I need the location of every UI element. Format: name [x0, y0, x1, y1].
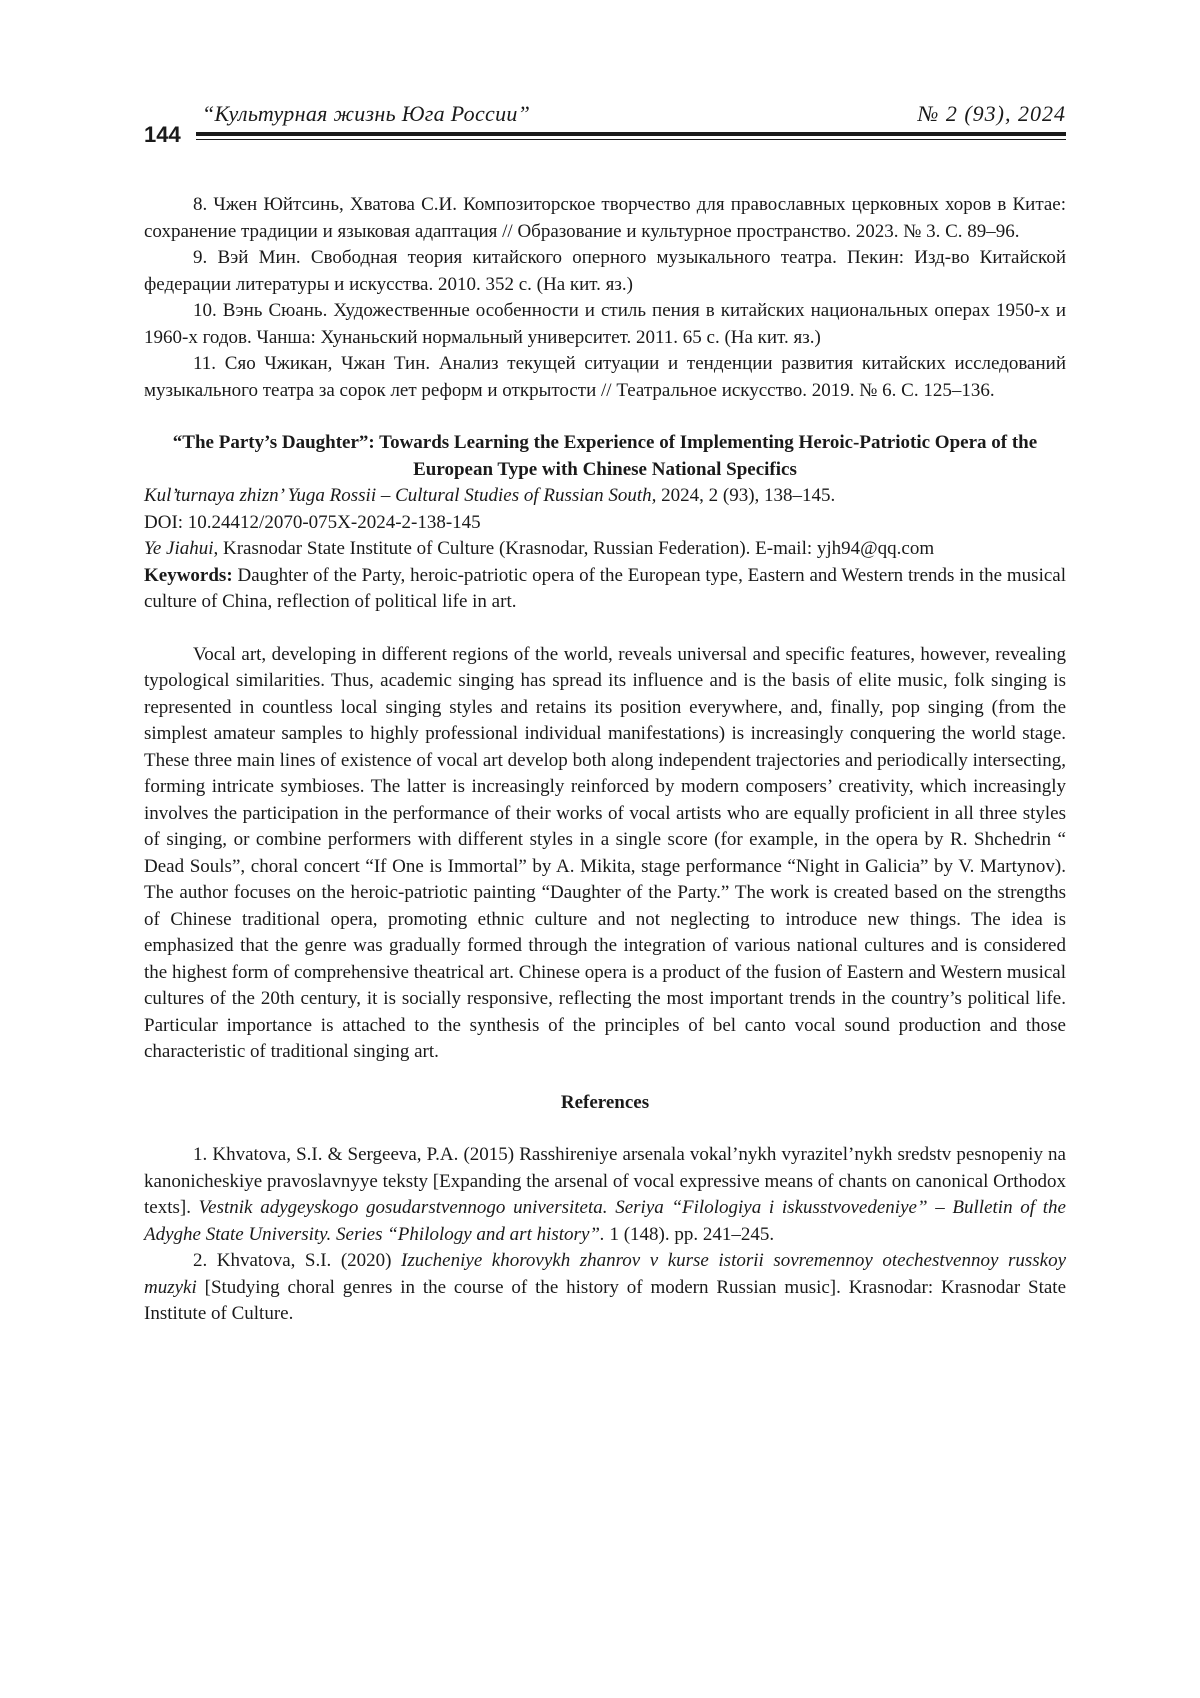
doi-line: DOI: 10.24412/2070-075X-2024-2-138-145: [144, 510, 1066, 537]
citation-journal: Kul’turnaya zhizn’ Yuga Rossii – Cultural Studies of Russian South,: [144, 485, 656, 506]
abstract-paragraph: Vocal art, developing in different regions of the world, reveals universal and specific features, however, revealing typological similarities. Thus, academic singing has spread its influence and is the basis of elite music, folk singing is represented in countless local singing styles and retains its position everywhere, and, finally, pop singing (from the simplest amateur samples to highly professional individual manifestations) is increasingly conquering the world stage. These three main lines of existence of vocal art develop both along independent trajectories and periodically intersecting, forming intricate symbioses. The latter is increasingly reinforced by modern composers’ creativity, which increasingly involves the participation in the performance of their works of vocal artists who are equally proficient in all three styles of singing, or combine performers with different styles in a single score (for example, in the opera by R. Shchedrin “ Dead Souls”, choral concert “If One is Immortal” by A. Mikita, stage performance “Night in Galicia” by V. Martynov). The author focuses on the heroic-patriotic painting “Daughter of the Party.” The work is created based on the strengths of Chinese traditional opera, promoting ethnic culture and not neglecting to introduce new things. The idea is emphasized that the genre was gradually formed through the integration of various national cultures and is considered the highest form of comprehensive theatrical art. Chinese opera is a product of the fusion of Eastern and Western musical cultures of the 20th century, it is socially responsive, reflecting the most important trends in the country’s political life. Particular importance is attached to the synthesis of the principles of bel canto vocal sound production and those characteristic of traditional singing art.: [144, 642, 1066, 1066]
running-header: [144, 96, 1066, 142]
citation-details: 2024, 2 (93), 138–145.: [656, 485, 835, 506]
reference-source: Vestnik adygeyskogo gosudarstvennogo universiteta. Seriya “Filologiya i iskusstvovedeniye” – Bulletin of the Adyghe State University. Series “Philology and art history”.: [144, 1197, 1066, 1245]
issue-info: № 2 (93), 2024: [918, 102, 1066, 126]
reference-item: [144, 1248, 1066, 1328]
reference-authors: 1. Khvatova, S.I. & Sergeeva, P.A. (2015) Rasshireniye arsenala vokal’nykh vyrazitel’nykh sredstv pesnopeniy na kanonicheskiye pravoslavnyye teksty [Expanding the arsenal of vocal expressive means of chants on canonical Orthodox texts].: [144, 1144, 1066, 1218]
reference-source: Izucheniye khorovykh zhanrov v kurse istorii sovremennoy otechestvennoy russkoy muzyki: [144, 1250, 1066, 1298]
reference-item: 11. Сяо Чжикан, Чжан Тин. Анализ текущей ситуации и тенденции развития китайских исследований музыкального театра за сорок лет реформ и открытости // Театральное искусство. 2019. № 6. С. 125–136.: [144, 351, 1066, 404]
reference-item: 8. Чжен Юйтсинь, Хватова С.И. Композиторское творчество для православных церковных хоров в Китае: сохранение традиции и языковая адаптация // Образование и культурное пространство. 2023. № 3. С. 89–96.: [144, 192, 1066, 245]
english-article-title: “The Party’s Daughter”: Towards Learning the Experience of Implementing Heroic-Patriotic Opera of the European Type with Chinese National Specifics: [144, 430, 1066, 483]
keywords-label: Keywords:: [144, 565, 233, 586]
header-rule-thin: [196, 139, 1066, 140]
reference-pages: 1 (148). pp. 241–245.: [605, 1224, 774, 1245]
header-rule-thick: [196, 132, 1066, 136]
journal-page: [0, 0, 1200, 1698]
citation-line: [144, 483, 1066, 510]
author-affiliation: , Krasnodar State Institute of Culture (Krasnodar, Russian Federation). E-mail: yjh94@qq.com: [214, 538, 935, 559]
author-line: [144, 536, 1066, 563]
article-metadata: [144, 483, 1066, 616]
journal-title: “Культурная жизнь Юга России”: [202, 102, 530, 126]
page-content: [144, 192, 1066, 1328]
reference-item: 10. Вэнь Сюань. Художественные особенности и стиль пения в китайских национальных операх 1950-х и 1960-х годов. Чанша: Хунаньский нормальный университет. 2011. 65 с. (На кит. яз.): [144, 298, 1066, 351]
page-number: 144: [144, 124, 181, 146]
russian-reference-list: [144, 192, 1066, 404]
references-heading: References: [144, 1090, 1066, 1117]
reference-item: [144, 1142, 1066, 1248]
reference-authors: 2. Khvatova, S.I. (2020): [193, 1250, 401, 1271]
reference-publisher: [Studying choral genres in the course of the history of modern Russian music]. Krasnodar: Krasnodar State Institute of Culture.: [144, 1277, 1066, 1325]
keywords-text: Daughter of the Party, heroic-patriotic opera of the European type, Eastern and Western trends in the musical culture of China, reflection of political life in art.: [144, 565, 1066, 613]
author-name: Ye Jiahui: [144, 538, 214, 559]
reference-item: 9. Вэй Мин. Свободная теория китайского оперного музыкального театра. Пекин: Изд-во Китайской федерации литературы и искусства. 2010. 352 с. (На кит. яз.): [144, 245, 1066, 298]
keywords-line: [144, 563, 1066, 616]
english-reference-list: [144, 1142, 1066, 1328]
